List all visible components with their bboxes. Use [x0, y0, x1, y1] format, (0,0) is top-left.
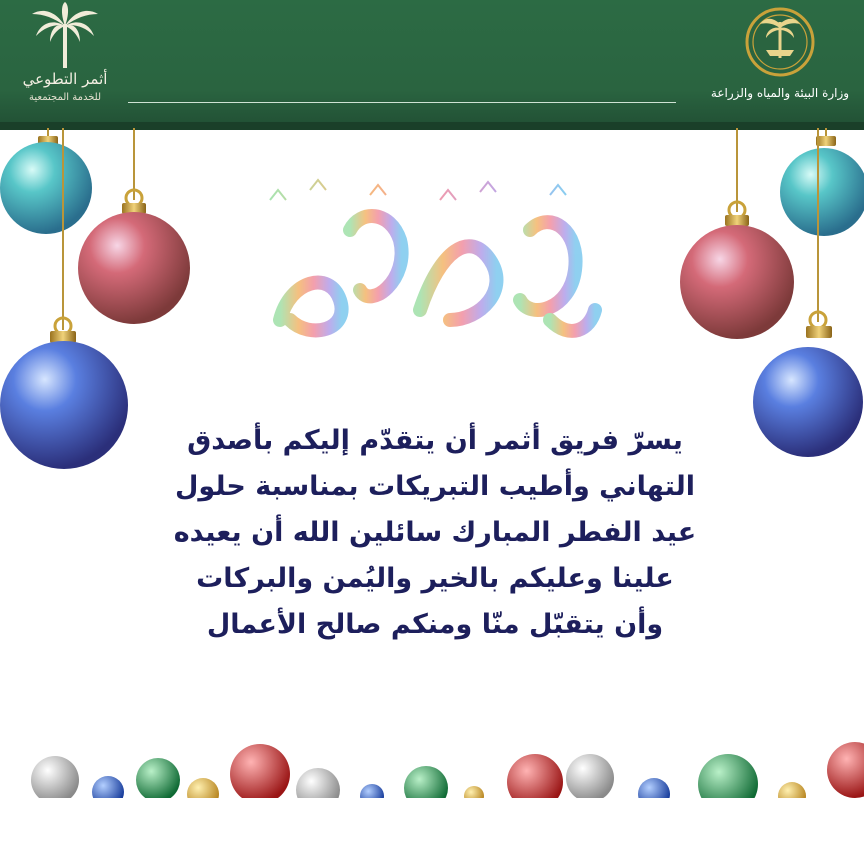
christmas-ball-icon [566, 754, 614, 800]
bottom-ornaments [0, 730, 864, 800]
christmas-ball-icon [187, 778, 219, 800]
athmar-logo [10, 2, 120, 112]
christmas-ball-icon [464, 786, 484, 800]
calligraphy-text: عيد سعيد [428, 360, 432, 361]
eid-calligraphy [250, 170, 610, 370]
greeting-line: علينا وعليكم بالخير واليُمن والبركات [196, 563, 674, 594]
christmas-ball-icon [698, 754, 758, 800]
ministry-name: وزارة البيئة والمياه والزراعة [710, 86, 850, 100]
palm-tree-icon [10, 2, 120, 72]
athmar-logo-subtitle: للخدمة المجتمعية [28, 92, 102, 103]
christmas-ball-icon [780, 128, 864, 236]
christmas-ball-icon [507, 754, 563, 800]
christmas-ball-icon [0, 128, 92, 234]
ministry-logo [700, 6, 860, 116]
greeting-line: وأن يتقبّل منّا ومنكم صالح الأعمال [206, 609, 664, 640]
christmas-ball-icon [680, 128, 794, 339]
greeting-line: عيد الفطر المبارك سائلين الله أن يعيده [173, 517, 697, 548]
greeting-line: التهاني وأطيب التبريكات بمناسبة حلول [174, 471, 696, 502]
christmas-ball-icon [31, 756, 79, 800]
christmas-ball-icon [778, 782, 806, 800]
christmas-ball-icon [404, 766, 448, 800]
header-rule [128, 102, 676, 103]
christmas-ball-icon [360, 784, 384, 800]
ministry-emblem-icon [700, 6, 860, 84]
athmar-logo-title: أثمر التطوعي [22, 70, 108, 88]
christmas-ball-icon [827, 742, 864, 798]
christmas-ball-icon [230, 744, 290, 800]
christmas-ball-icon [92, 776, 124, 800]
christmas-ball-icon [0, 128, 128, 469]
christmas-ball-icon [78, 128, 190, 324]
greeting-line: يسرّ فريق أثمر أن يتقدّم إليكم بأصدق [187, 425, 683, 456]
header-divider [0, 122, 864, 130]
christmas-ball-icon [136, 758, 180, 800]
christmas-ball-icon [638, 778, 670, 800]
christmas-ball-icon [753, 128, 863, 457]
greeting-message [140, 418, 730, 648]
christmas-ball-icon [296, 768, 340, 800]
